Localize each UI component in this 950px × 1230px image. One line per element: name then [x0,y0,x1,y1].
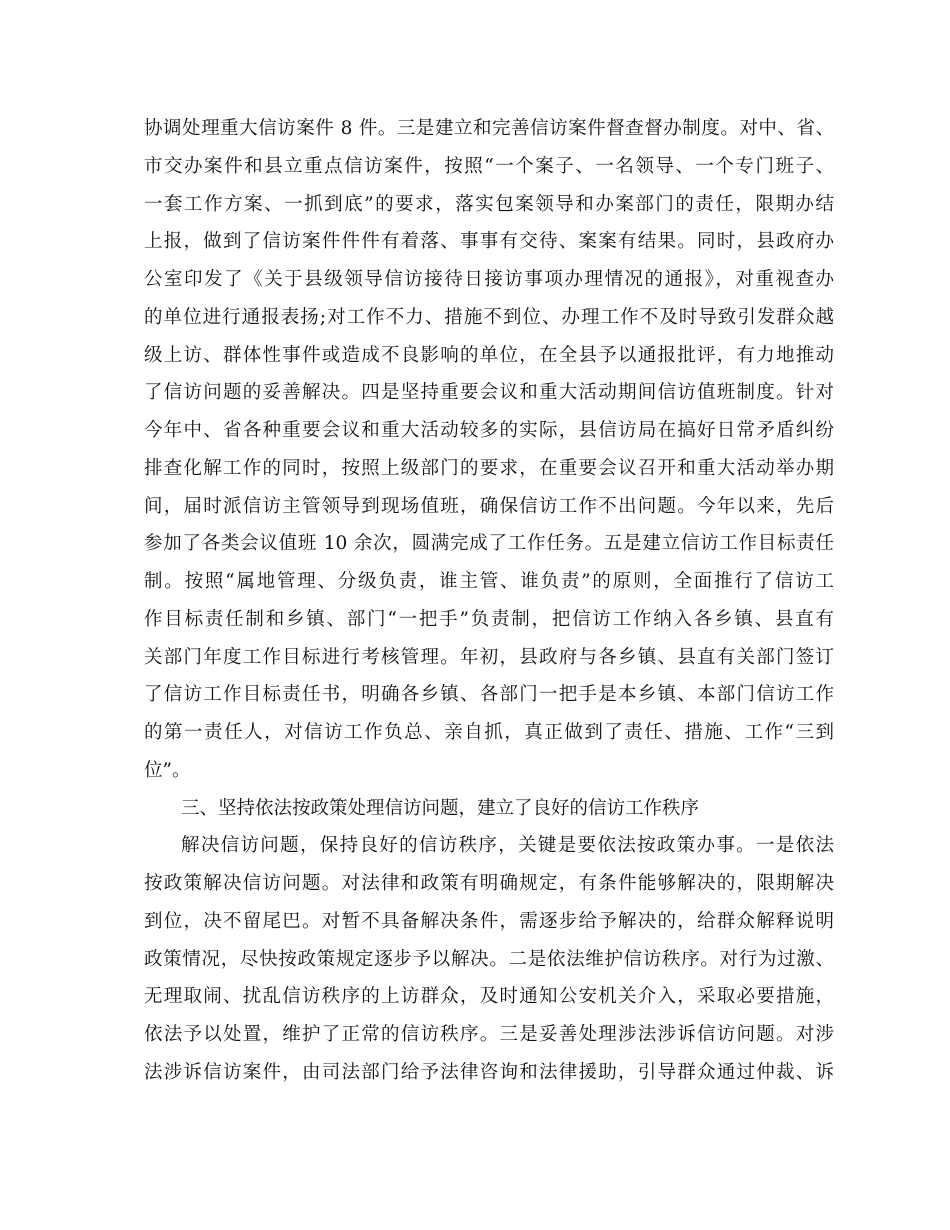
paragraph-line: 位”。 [144,759,191,781]
paragraph-line: 公室印发了《关于县级领导信访接待日接访事项办理情况的通报》，对重视查办 [144,269,834,290]
paragraph-line: 政策情况，尽快按政策规定逐步予以解决。二是依法维护信访秩序。对行为过激、 [144,948,834,970]
paragraph-line: 市交办案件和县立重点信访案件，按照“一个案子、一名领导、一个专门班子、 [144,155,834,177]
paragraph-line: 今年中、省各种重要会议和重大活动较多的实际，县信访局在搞好日常矛盾纠纷 [144,420,834,441]
paragraph-line: 级上访、群体性事件或造成不良影响的单位，在全县予以通报批评，有力地推动 [144,344,834,366]
paragraph-line: 到位，决不留尾巴。对暂不具备解决条件，需逐步给予解决的，给群众解释说明 [144,910,834,932]
paragraph-line: 排查化解工作的同时，按照上级部门的要求，在重要会议召开和重大活动举办期 [144,457,834,479]
paragraph-line: 作目标责任制和乡镇、部门“一把手”负责制，把信访工作纳入各乡镇、县直有 [144,608,834,630]
paragraph-line: 的第一责任人，对信访工作负总、亲自抓，真正做到了责任、措施、工作“三到 [144,722,834,743]
paragraph-line: 依法予以处置，维护了正常的信访秩序。三是妥善处理涉法涉诉信访问题。对涉 [144,1024,834,1045]
paragraph-line: 解决信访问题，保持良好的信访秩序，关键是要依法按政策办事。一是依法 [181,835,834,857]
paragraph-line: 协调处理重大信访案件 8 件。三是建立和完善信访案件督查督办制度。对中、省、 [144,118,834,139]
paragraph-line: 间，届时派信访主管领导到现场值班，确保信访工作不出问题。今年以来，先后 [144,495,834,517]
paragraph-line: 了信访问题的妥善解决。四是坚持重要会议和重大活动期间信访值班制度。针对 [144,382,834,404]
paragraph-line: 上报，做到了信访案件件件有着落、事事有交待、案案有结果。同时，县政府办 [144,231,834,253]
section-heading: 三、坚持依法按政策处理信访问题，建立了良好的信访工作秩序 [181,797,700,819]
paragraph-line: 按政策解决信访问题。对法律和政策有明确规定，有条件能够解决的，限期解决 [144,873,834,894]
paragraph-line: 一套工作方案、一抓到底”的要求，落实包案领导和办案部门的责任，限期办结 [144,193,834,215]
paragraph-line: 参加了各类会议值班 10 余次，圆满完成了工作任务。五是建立信访工作目标责任 [144,533,834,555]
paragraph-line: 了信访工作目标责任书，明确各乡镇、各部门一把手是本乡镇、本部门信访工作 [144,684,834,706]
paragraph-line: 无理取闹、扰乱信访秩序的上访群众，及时通知公安机关介入，采取必要措施， [144,986,834,1008]
paragraph-line: 制。按照“属地管理、分级负责，谁主管、谁负责”的原则，全面推行了信访工 [144,571,834,592]
document-body [144,110,834,1092]
paragraph-line: 法涉诉信访案件，由司法部门给予法律咨询和法律援助，引导群众通过仲裁、诉 [144,1061,834,1083]
paragraph-line: 的单位进行通报表扬;对工作不力、措施不到位、办理工作不及时导致引发群众越 [144,306,834,328]
paragraph-line: 关部门年度工作目标进行考核管理。年初，县政府与各乡镇、县直有关部门签订 [144,646,834,668]
